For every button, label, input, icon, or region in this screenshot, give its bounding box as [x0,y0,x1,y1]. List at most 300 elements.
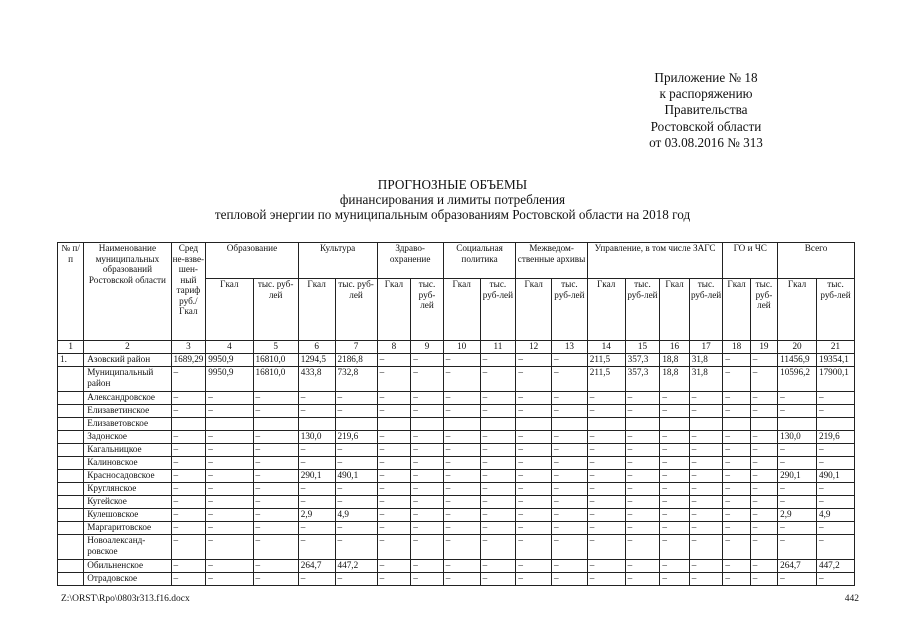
row-cell: – [587,483,625,496]
row-cell: – [816,496,854,509]
row-cell: – [443,573,480,586]
row-cell: – [480,522,516,535]
table-row [58,535,855,560]
row-cell [335,418,377,431]
row-name: Новоалександ-ровское [84,535,171,560]
row-cell: – [480,483,516,496]
row-cell: 357,3 [625,354,660,367]
row-number [58,522,84,535]
header-group: Межведом-ственные архивы [516,243,587,279]
row-cell: – [335,522,377,535]
row-cell: – [516,444,552,457]
row-cell: – [443,509,480,522]
row-cell: – [377,483,411,496]
row-cell: – [206,509,253,522]
row-cell: 490,1 [816,470,854,483]
row-cell: – [411,522,444,535]
unit-rub: тыс. руб-лей [689,279,723,341]
row-cell: 433,8 [298,367,335,392]
row-cell: – [689,483,723,496]
row-cell: – [377,354,411,367]
row-cell: – [206,457,253,470]
row-cell: – [298,392,335,405]
row-cell: – [443,444,480,457]
row-cell: – [516,354,552,367]
row-cell: – [443,535,480,560]
row-cell: – [443,354,480,367]
row-number [58,509,84,522]
row-cell: – [377,392,411,405]
row-cell: 290,1 [778,470,817,483]
row-cell: – [723,392,750,405]
row-name: Кулешовское [84,509,171,522]
row-cell: 31,8 [689,354,723,367]
row-number: 1. [58,354,84,367]
column-number-row [58,341,855,354]
row-cell: 4,9 [816,509,854,522]
row-cell: – [480,457,516,470]
column-number: 2 [84,341,171,354]
column-number: 3 [171,341,206,354]
row-cell: – [660,405,689,418]
row-cell: – [552,560,588,573]
row-cell: – [253,522,298,535]
row-cell: – [480,354,516,367]
appendix-line: Правительства [664,102,748,118]
row-cell: – [750,431,777,444]
row-cell: – [660,470,689,483]
column-number: 1 [58,341,84,354]
row-cell: – [587,405,625,418]
row-cell: – [377,444,411,457]
row-name: Красносадовское [84,470,171,483]
row-cell: – [480,470,516,483]
row-cell: – [206,573,253,586]
row-cell: – [625,509,660,522]
row-cell: – [298,496,335,509]
header-group: Управление, в том числе ЗАГС [587,243,723,279]
row-cell: 357,3 [625,367,660,392]
row-cell: 19354,1 [816,354,854,367]
row-cell: – [723,354,750,367]
row-cell: – [253,431,298,444]
row-cell: – [778,444,817,457]
row-cell: – [253,392,298,405]
row-cell: – [411,509,444,522]
row-tariff: – [171,431,206,444]
column-number: 11 [480,341,516,354]
row-cell: – [377,509,411,522]
row-cell: – [778,573,817,586]
row-cell: – [660,560,689,573]
row-name: Азовский район [84,354,171,367]
table-row [58,367,855,392]
row-cell: 211,5 [587,354,625,367]
row-cell: – [723,405,750,418]
unit-rub: тыс. руб-лей [552,279,588,341]
row-cell: – [660,444,689,457]
row-cell [660,418,689,431]
column-number: 10 [443,341,480,354]
row-cell: – [516,367,552,392]
column-number: 5 [253,341,298,354]
row-cell: – [253,405,298,418]
row-cell: – [443,496,480,509]
row-cell: – [625,470,660,483]
row-cell [480,418,516,431]
row-cell: – [411,354,444,367]
row-cell: – [816,483,854,496]
row-cell: – [480,509,516,522]
column-number: 21 [816,341,854,354]
table-row [58,405,855,418]
volumes-table [57,242,855,586]
row-cell: – [625,560,660,573]
row-cell: – [750,392,777,405]
row-cell: 447,2 [816,560,854,573]
row-number [58,418,84,431]
row-cell: – [816,573,854,586]
appendix-line: к распоряжению [659,86,753,102]
row-cell: – [480,405,516,418]
row-cell: – [587,535,625,560]
row-cell: – [298,522,335,535]
row-number [58,496,84,509]
row-cell: 219,6 [335,431,377,444]
row-cell: – [816,444,854,457]
row-cell: – [689,522,723,535]
row-cell: – [516,457,552,470]
row-number [58,405,84,418]
row-cell: – [552,573,588,586]
row-cell: – [253,444,298,457]
row-cell: – [443,392,480,405]
row-cell: – [625,405,660,418]
row-cell: – [625,535,660,560]
row-cell [516,418,552,431]
row-cell [411,418,444,431]
row-cell: – [335,457,377,470]
row-cell [253,418,298,431]
row-cell: 1294,5 [298,354,335,367]
row-tariff: – [171,535,206,560]
row-cell: – [552,535,588,560]
row-cell: – [516,509,552,522]
row-cell: – [689,431,723,444]
row-cell: – [625,431,660,444]
row-number [58,560,84,573]
row-cell: 490,1 [335,470,377,483]
row-cell: – [750,560,777,573]
row-cell: – [750,444,777,457]
row-cell: – [443,431,480,444]
row-cell: – [298,444,335,457]
row-cell: 130,0 [778,431,817,444]
row-name: Александровское [84,392,171,405]
row-cell: – [816,457,854,470]
unit-gcal: Гкал [660,279,689,341]
column-number: 15 [625,341,660,354]
unit-gcal: Гкал [778,279,817,341]
unit-rub: тыс. руб-лей [625,279,660,341]
row-cell: – [660,522,689,535]
row-cell: – [552,392,588,405]
row-cell: 264,7 [778,560,817,573]
unit-rub: тыс. руб-лей [480,279,516,341]
row-cell [723,418,750,431]
row-cell: – [253,457,298,470]
table-row [58,470,855,483]
row-cell: – [660,535,689,560]
title-line: тепловой энергии по муниципальным образованиям Ростовской области на 2018 год [214,207,691,222]
row-cell: – [723,444,750,457]
header-group: Здраво-охранение [377,243,443,279]
row-cell: – [335,573,377,586]
row-cell: 2,9 [778,509,817,522]
row-cell: – [750,522,777,535]
row-cell: – [587,470,625,483]
row-cell: – [206,522,253,535]
row-cell [206,418,253,431]
row-cell: – [335,535,377,560]
unit-rub: тыс. руб-лей [816,279,854,341]
row-cell: – [689,470,723,483]
row-cell: – [377,431,411,444]
row-cell: – [750,367,777,392]
row-cell: – [778,392,817,405]
row-name: Задонское [84,431,171,444]
row-cell: – [778,483,817,496]
row-cell: – [750,470,777,483]
appendix-line: от 03.08.2016 № 313 [649,134,763,150]
row-cell [377,418,411,431]
row-cell: – [443,522,480,535]
row-cell: – [587,560,625,573]
row-cell: – [411,560,444,573]
table-row [58,431,855,444]
header-group: Всего [778,243,855,279]
row-cell: – [750,535,777,560]
row-cell: – [587,392,625,405]
row-cell: – [750,509,777,522]
row-cell: – [411,457,444,470]
row-cell: – [480,431,516,444]
row-cell: – [411,483,444,496]
row-cell: 16810,0 [253,367,298,392]
row-cell: – [443,560,480,573]
header-num: № п/п [58,243,84,341]
table-row [58,354,855,367]
row-cell [587,418,625,431]
unit-rub: тыс. руб-лей [253,279,298,341]
column-number: 16 [660,341,689,354]
row-cell [625,418,660,431]
row-cell: – [552,354,588,367]
row-name: Елизаветовское [84,418,171,431]
unit-gcal: Гкал [298,279,335,341]
row-number [58,483,84,496]
row-cell: 264,7 [298,560,335,573]
row-cell: – [377,405,411,418]
unit-gcal: Гкал [206,279,253,341]
row-cell: – [660,483,689,496]
table-row [58,573,855,586]
row-cell: 2186,8 [335,354,377,367]
row-cell: – [689,560,723,573]
row-tariff: – [171,483,206,496]
row-cell: – [443,483,480,496]
row-cell: – [723,483,750,496]
row-cell: 4,9 [335,509,377,522]
row-cell: – [443,457,480,470]
row-cell: – [206,431,253,444]
row-cell: 2,9 [298,509,335,522]
row-cell: – [298,405,335,418]
row-tariff: – [171,496,206,509]
row-cell: – [206,535,253,560]
row-name: Маргаритовское [84,522,171,535]
row-cell: – [377,535,411,560]
row-number [58,431,84,444]
row-tariff: – [171,509,206,522]
row-cell: – [660,496,689,509]
row-cell: – [253,535,298,560]
row-cell: – [778,496,817,509]
row-cell: – [552,496,588,509]
row-cell: 447,2 [335,560,377,573]
row-cell [750,418,777,431]
row-cell: – [625,392,660,405]
row-cell: 18,8 [660,367,689,392]
row-cell: – [411,392,444,405]
row-tariff: 1689,29 [171,354,206,367]
row-cell: – [587,509,625,522]
row-cell: – [377,367,411,392]
row-cell: – [778,457,817,470]
row-cell: – [723,573,750,586]
document-title [0,177,905,222]
row-cell: – [377,573,411,586]
row-cell: – [411,431,444,444]
row-tariff: – [171,470,206,483]
row-cell: – [206,496,253,509]
row-cell: – [552,509,588,522]
row-tariff: – [171,522,206,535]
unit-gcal: Гкал [723,279,750,341]
unit-gcal: Гкал [516,279,552,341]
row-cell: – [587,496,625,509]
row-cell: – [723,431,750,444]
row-cell: – [689,496,723,509]
row-cell: – [516,483,552,496]
row-cell: – [689,444,723,457]
row-name: Муниципальный район [84,367,171,392]
row-cell: – [816,392,854,405]
row-cell: – [516,470,552,483]
table-row [58,457,855,470]
row-cell: – [298,483,335,496]
row-cell: – [660,573,689,586]
row-cell: – [689,392,723,405]
column-number: 13 [552,341,588,354]
row-cell: – [689,405,723,418]
row-cell: – [516,560,552,573]
row-cell: – [253,483,298,496]
column-number: 14 [587,341,625,354]
row-cell: 211,5 [587,367,625,392]
row-cell: – [253,560,298,573]
row-cell: – [689,573,723,586]
row-cell: – [778,522,817,535]
unit-rub: тыс. руб-лей [750,279,777,341]
file-path: Z:\ORST\Rpo\0803r313.f16.docx [61,594,190,604]
row-name: Елизаветинское [84,405,171,418]
row-cell: – [377,470,411,483]
row-name: Отрадовское [84,573,171,586]
row-cell: 9950,9 [206,354,253,367]
row-cell: – [660,392,689,405]
row-cell: – [377,457,411,470]
column-number: 19 [750,341,777,354]
row-cell: – [516,496,552,509]
row-cell: – [253,470,298,483]
row-cell: – [516,431,552,444]
row-tariff: – [171,560,206,573]
row-cell: – [552,457,588,470]
row-cell: – [587,522,625,535]
row-cell: – [723,496,750,509]
row-cell: – [443,470,480,483]
row-cell: – [298,457,335,470]
row-cell: – [750,496,777,509]
row-cell: – [335,483,377,496]
row-cell: – [516,392,552,405]
unit-rub: тыс. руб-лей [411,279,444,341]
row-cell: – [206,405,253,418]
row-cell: – [411,367,444,392]
row-cell: 11456,9 [778,354,817,367]
row-cell: – [377,560,411,573]
table-row [58,509,855,522]
row-cell: – [206,392,253,405]
row-cell: – [480,535,516,560]
row-cell: – [625,496,660,509]
header-group: Социальная политика [443,243,516,279]
row-cell: – [625,457,660,470]
row-cell: – [206,483,253,496]
row-cell: 732,8 [335,367,377,392]
row-cell: – [443,405,480,418]
table-row [58,483,855,496]
row-cell: 10596,2 [778,367,817,392]
appendix-line: Ростовской области [650,118,762,134]
row-cell: 31,8 [689,367,723,392]
row-cell: – [625,573,660,586]
column-number: 12 [516,341,552,354]
row-cell: – [480,560,516,573]
row-tariff: – [171,392,206,405]
row-cell: – [552,367,588,392]
row-number [58,392,84,405]
row-cell: – [206,560,253,573]
row-cell: 16810,0 [253,354,298,367]
row-number [58,444,84,457]
column-number: 8 [377,341,411,354]
row-cell: – [335,496,377,509]
row-cell: – [335,392,377,405]
row-cell: – [723,470,750,483]
row-cell: – [689,509,723,522]
